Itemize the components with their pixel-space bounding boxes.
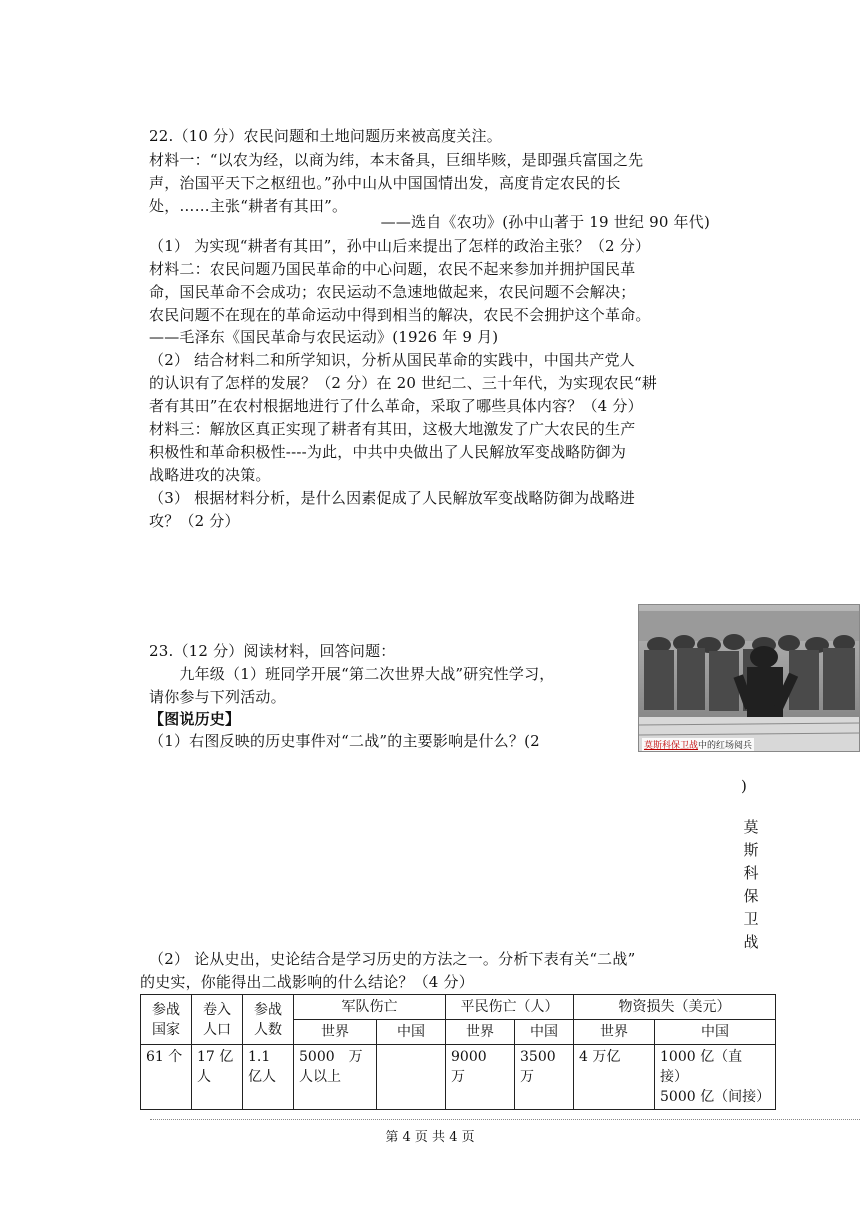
ww2-data-table	[140, 994, 776, 1110]
vertical-char: 科	[743, 864, 759, 882]
q22-question2-line1: （2） 结合材料二和所学知识，分析从国民革命的实践中，中国共产党人	[149, 351, 635, 369]
q22-material1-line2: 声，治国平天下之枢纽也。”孙中山从中国国情出发，高度肯定农民的长	[149, 174, 621, 192]
vertical-char: 战	[743, 933, 759, 951]
vertical-char: 斯	[743, 841, 759, 859]
th-civ-world: 世界	[446, 1020, 515, 1045]
cell-soldiers: 1.1 亿人	[243, 1045, 294, 1110]
vertical-caption	[741, 816, 761, 954]
parade-illustration	[639, 605, 859, 751]
q23-question1: （1）右图反映的历史事件对“二战”的主要影响是什么？(2	[149, 732, 540, 750]
q23-question2-line2: 的史实，你能得出二战影响的什么结论？（4 分）	[140, 973, 474, 991]
cell-civ-world: 9000 万	[446, 1045, 515, 1110]
caption-highlight: 莫斯科保卫战	[644, 741, 699, 751]
q23-intro-line1: 九年级（1）班同学开展“第二次世界大战”研究性学习，	[149, 665, 555, 683]
q22-question1: （1） 为实现“耕者有其田”，孙中山后来提出了怎样的政治主张？（2 分）	[149, 237, 651, 255]
q22-question2-line2: 的认识有了怎样的发展？（2 分）在 20 世纪二、三十年代，为实现农民“耕	[149, 374, 658, 392]
page-footer: 第 4 页 共 4 页	[385, 1130, 475, 1145]
th-civ-china: 中国	[515, 1020, 574, 1045]
th-military: 军队伤亡	[294, 995, 446, 1020]
th-mat-china: 中国	[655, 1020, 776, 1045]
q22-material2-line2: 命，国民革命不会成功；农民运动不急速地做起来，农民问题不会解决；	[149, 283, 636, 301]
cell-mil-world: 5000 万 人以上	[294, 1045, 377, 1110]
th-population: 卷入 人口	[192, 995, 243, 1045]
q22-material1-line1: 材料一：“以农为经，以商为纬，本末备具，巨细毕赅，是即强兵富国之先	[149, 151, 644, 169]
th-countries: 参战 国家	[141, 995, 192, 1045]
q23-title: 23.（12 分）阅读材料，回答问题：	[149, 642, 396, 660]
q23-intro-line2: 请你参与下列活动。	[149, 688, 286, 706]
q23-question1-paren: )	[741, 777, 748, 795]
cell-population: 17 亿 人	[192, 1045, 243, 1110]
caption-rest: 中的红场阅兵	[698, 741, 753, 751]
th-mil-china: 中国	[377, 1020, 446, 1045]
th-mat-world: 世界	[574, 1020, 655, 1045]
moscow-parade-photo	[638, 604, 860, 752]
q22-title: 22.（10 分）农民问题和土地问题历来被高度关注。	[149, 127, 502, 145]
vertical-char: 莫	[743, 818, 759, 836]
footer-divider	[150, 1119, 860, 1120]
q22-material3-line1: 材料三：解放区真正实现了耕者有其田，这极大地激发了广大农民的生产	[149, 420, 636, 438]
cell-civ-china: 3500 万	[515, 1045, 574, 1110]
th-mil-world: 世界	[294, 1020, 377, 1045]
cell-mat-world: 4 万亿	[574, 1045, 655, 1110]
q22-material3-line2: 积极性和革命积极性----为此，中共中央做出了人民解放军变战略防御为	[149, 443, 627, 461]
cell-mat-china: 1000 亿（直接） 5000 亿（间接）	[655, 1045, 776, 1110]
q22-question3-line1: （3） 根据材料分析，是什么因素促成了人民解放军变战略防御为战略进	[149, 489, 635, 507]
q22-material3-line3: 战略进攻的决策。	[149, 466, 271, 484]
q22-source2: ——毛泽东《国民革命与农民运动》(1926 年 9 月)	[149, 328, 499, 346]
q22-material1-line3: 处，……主张“耕者有其田”。	[149, 197, 348, 215]
q22-source1: ——选自《农功》(孙中山著于 19 世纪 90 年代)	[380, 213, 710, 231]
th-material: 物资损失（美元）	[574, 995, 776, 1020]
th-soldiers: 参战 人数	[243, 995, 294, 1045]
q23-question2-line1: （2） 论从史出，史论结合是学习历史的方法之一。分析下表有关“二战”	[149, 950, 636, 968]
cell-mil-china	[377, 1045, 446, 1110]
q22-question2-line3: 者有其田”在农村根据地进行了什么革命，采取了哪些具体内容？（4 分）	[149, 397, 643, 415]
th-civilian: 平民伤亡（人）	[446, 995, 574, 1020]
vertical-char: 保	[743, 887, 759, 905]
q22-material2-line1: 材料二：农民问题乃国民革命的中心问题，农民不起来参加并拥护国民革	[149, 260, 636, 278]
q22-question3-line2: 攻？（2 分）	[149, 512, 240, 530]
section-heading: 【图说历史】	[149, 710, 241, 728]
cell-countries: 61 个	[141, 1045, 192, 1110]
vertical-char: 卫	[743, 910, 759, 928]
q22-material2-line3: 农民问题不在现在的革命运动中得到相当的解决，农民不会拥护这个革命。	[149, 306, 651, 324]
photo-caption	[642, 738, 754, 751]
